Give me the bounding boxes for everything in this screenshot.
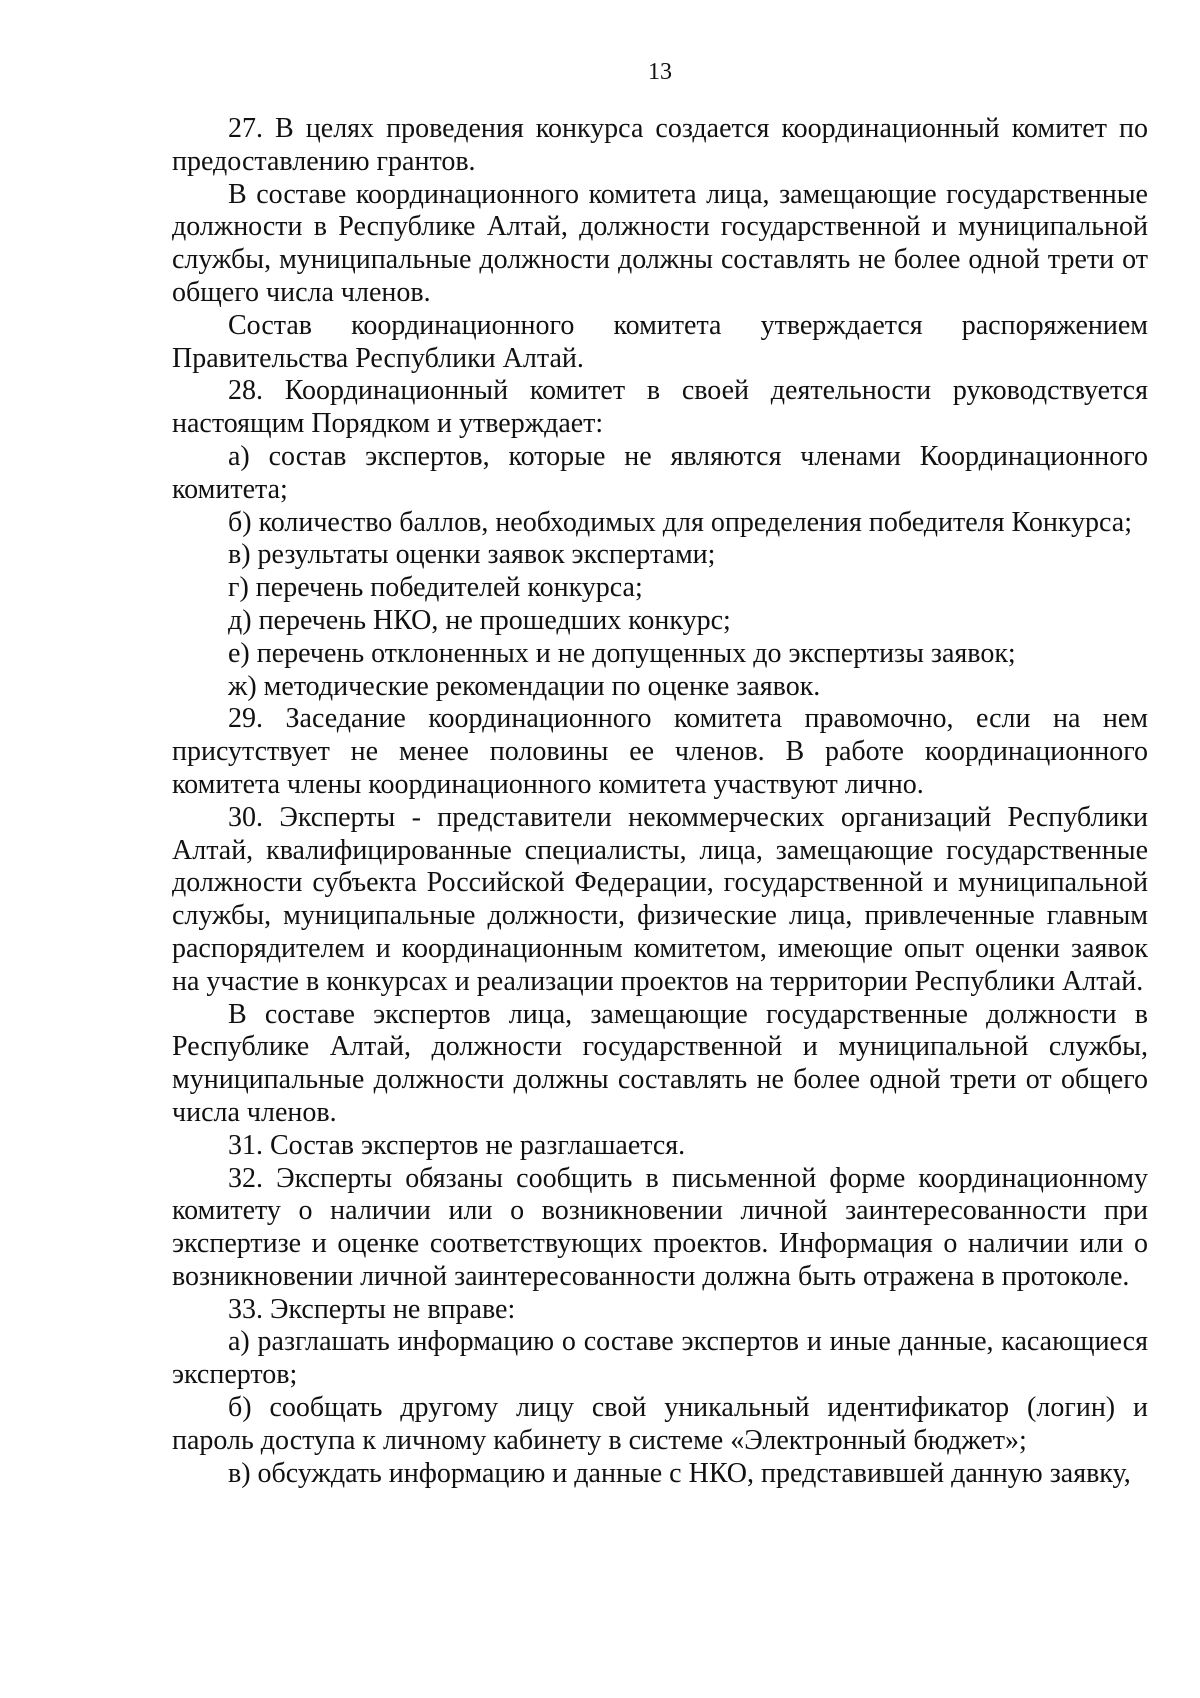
- list-item-28-a: а) состав экспертов, которые не являются членами Координационного комитета;: [172, 440, 1148, 505]
- paragraph-32: 32. Эксперты обязаны сообщить в письменной форме координационному комитету о наличии или о возникновении личной заинтересованности при экспертизе и оценке соответствующих проектов. Информация о наличии или о возникновении личной заинтересованности должна быть отражена в протоколе.: [172, 1162, 1148, 1292]
- list-item-33-a: а) разглашать информацию о составе экспертов и иные данные, касающиеся экспертов;: [172, 1326, 1148, 1391]
- list-item-28-g: г) перечень победителей конкурса;: [228, 572, 643, 604]
- paragraph-committee-composition: В составе координационного комитета лица, замещающие государственные должности в Республике Алтай, должности государственной и муниципальной службы, муниципальные должности должны составлять не более одной трети от общего числа членов.: [172, 178, 1148, 308]
- list-item-28-b: б) количество баллов, необходимых для определения победителя Конкурса;: [228, 506, 1132, 538]
- paragraph-committee-approval: Состав координационного комитета утверждается распоряжением Правительства Республики Алтай.: [172, 309, 1148, 374]
- list-item-28-zh: ж) методические рекомендации по оценке заявок.: [228, 670, 821, 702]
- paragraph-29: 29. Заседание координационного комитета правомочно, если на нем присутствует не менее половины ее членов. В работе координационного комитета члены координационного комитета участвуют лично.: [172, 703, 1148, 800]
- list-item-28-v: в) результаты оценки заявок экспертами;: [228, 539, 716, 571]
- page-number: 13: [648, 59, 672, 85]
- paragraph-33: 33. Эксперты не вправе:: [228, 1293, 516, 1325]
- paragraph-27: 27. В целях проведения конкурса создается координационный комитет по предоставлению грантов.: [172, 113, 1148, 177]
- paragraph-30: 30. Эксперты - представители некоммерческих организаций Республики Алтай, квалифицированные специалисты, лица, замещающие государственные должности субъекта Российской Федерации, государственной и муниципальной службы, муниципальные должности, физические лица, привлеченные главным распорядителем и координационным комитетом, имеющие опыт оценки заявок на участие в конкурсах и реализации проектов на территории Республики Алтай.: [172, 801, 1148, 997]
- list-item-28-e: е) перечень отклоненных и не допущенных до экспертизы заявок;: [228, 637, 1016, 669]
- list-item-33-v: в) обсуждать информацию и данные с НКО, представившей данную заявку,: [228, 1457, 1131, 1489]
- document-body: [172, 113, 1148, 1490]
- paragraph-experts-composition: В составе экспертов лица, замещающие государственные должности в Республике Алтай, должности государственной и муниципальной службы, муниципальные должности должны составлять не более одной трети от общего числа членов.: [172, 998, 1148, 1128]
- paragraph-31: 31. Состав экспертов не разглашается.: [228, 1129, 686, 1161]
- list-item-33-b: б) сообщать другому лицу свой уникальный идентификатор (логин) и пароль доступа к личному кабинету в системе «Электронный бюджет»;: [172, 1392, 1148, 1456]
- list-item-28-d: д) перечень НКО, не прошедших конкурс;: [228, 604, 731, 636]
- paragraph-28: 28. Координационный комитет в своей деятельности руководствуется настоящим Порядком и утверждает:: [172, 375, 1148, 440]
